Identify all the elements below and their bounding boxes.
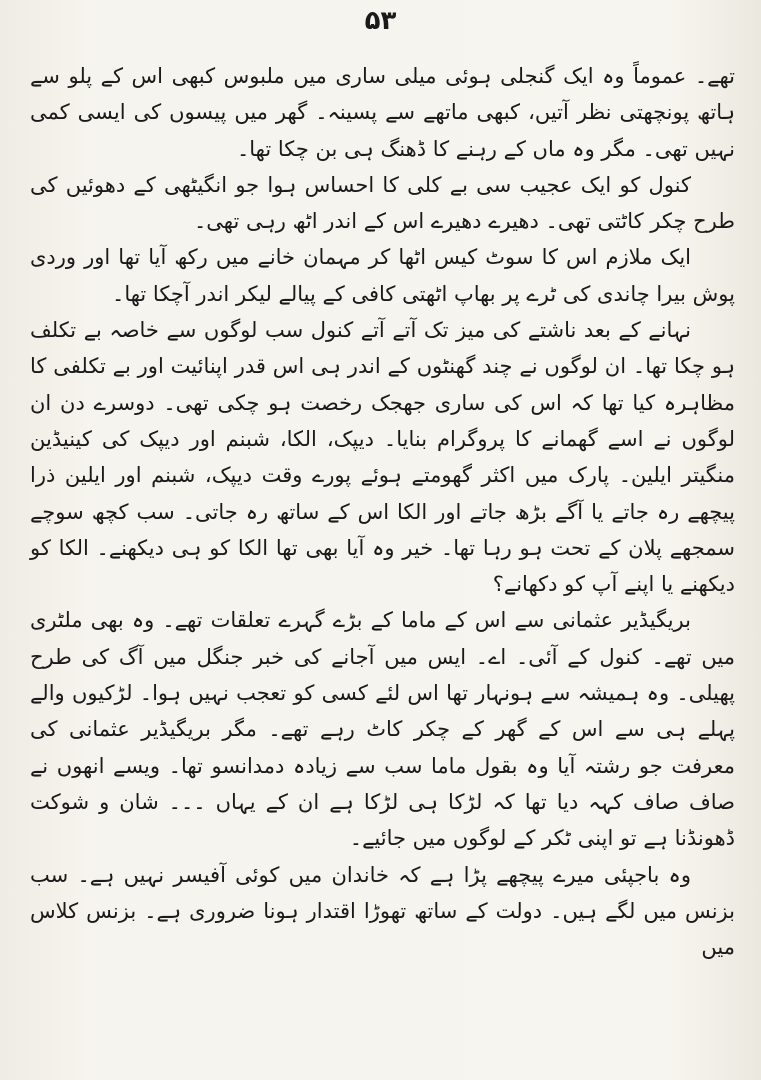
paragraph: کنول کو ایک عجیب سی بے کلی کا احساس ہوا جو انگیٹھی کے دھوئیں کی طرح چکر کاٹتی تھی۔ دھیرے دھیرے اس کے اندر اٹھ رہی تھی۔ xyxy=(30,172,735,234)
paragraph: بریگیڈیر عثمانی سے اس کے ماما کے بڑے گہرے تعلقات تھے۔ وہ بھی ملٹری میں تھے۔ کنول کے آئی۔ اے۔ ایس میں آجانے کی خبر جنگل میں آگ کی طرح پھیلی۔ وہ ہمیشہ سے ہونہار تھا اس لئے کسی کو تعجب نہیں ہوا۔ لڑکیوں والے پہلے ہی سے اس کے گھر کے چکر کاٹ رہے تھے۔ مگر بریگیڈیر عثمانی کی معرفت جو رشتہ آیا وہ بقول ماما سب سے زیادہ دمدانسو تھا۔ ویسے انھوں نے صاف صاف کہہ دیا تھا کہ لڑکا ہی لڑکا ہے ان کے یہاں ۔۔۔ شان و شوکت ڈھونڈنا ہے تو اپنی ٹکر کے لوگوں میں جائیے۔ xyxy=(30,608,735,851)
paragraph: ایک ملازم اس کا سوٹ کیس اٹھا کر مہمان خانے میں رکھ آیا تھا اور وردی پوش بیرا چاندی کی ٹرے پر بھاپ اٹھتی کافی کے پیالے لیکر اندر آچکا تھا۔ xyxy=(30,245,735,306)
page-number: ۵۳ xyxy=(364,6,397,36)
paragraph: تھے۔ عموماً وہ ایک گنجلی ہوئی میلی ساری میں ملبوس کبھی اس کے پلو سے ہاتھ پونچھتی نظر آتیں، کبھی ماتھے سے پسینہ۔ گھر میں پیسوں کی ایسی کمی نہیں تھی۔ مگر وہ ماں کے رہنے کا ڈھنگ ہی بن چکا تھا۔ xyxy=(30,64,735,161)
paragraph: نہانے کے بعد ناشتے کی میز تک آتے آتے کنول سب لوگوں سے خاصہ بے تکلف ہو چکا تھا۔ ان لوگوں نے چند گھنٹوں کے اندر ہی اس قدر اپنائیت اور بے تکلفی کا مظاہرہ کیا تھا کہ اس کی ساری جھجک رخصت ہو چکی تھی۔ دوسرے دن ان لوگوں نے اسے گھمانے کا پروگرام بنایا۔ دیپک، الکا، شبنم اور دیپک کی کینیڈین منگیتر ایلین۔ پارک میں اکثر گھومتے ہوئے پورے وقت دیپک، شبنم اور ایلین ذرا پیچھے رہ جاتے یا آگے بڑھ جاتے اور الکا اس کے ساتھ رہ جاتی۔ سب کچھ سوچے سمجھے پلان کے تحت ہو رہا تھا۔ خیر وہ آیا بھی تھا الکا کو ہی دیکھنے۔ الکا کو دیکھنے یا اپنے آپ کو دکھانے؟ xyxy=(30,318,735,597)
page-body-text xyxy=(30,58,735,965)
paragraph: وہ باجپئی میرے پیچھے پڑا ہے کہ خاندان میں کوئی آفیسر نہیں ہے۔ سب بزنس میں لگے ہیں۔ دولت کے ساتھ تھوڑا اقتدار ہونا ضروری ہے۔ بزنس کلاس میں xyxy=(30,862,735,960)
